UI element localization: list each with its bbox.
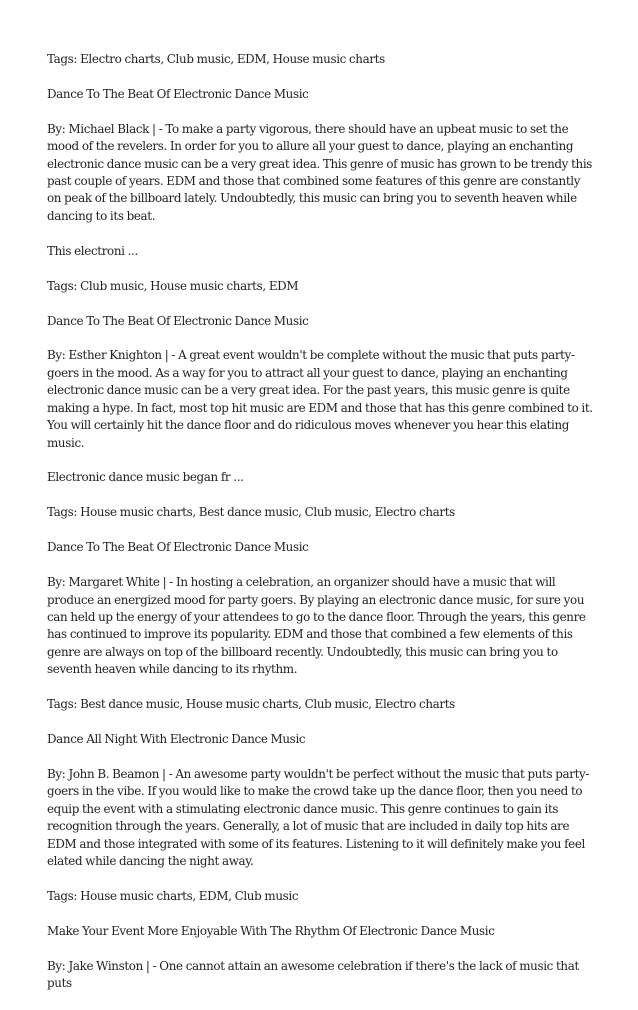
tags-line: Tags: Best dance music, House music charts, Club music, Electro charts <box>47 697 455 712</box>
article-body: By: Michael Black | - To make a party vigorous, there should have an upbeat music to set the mood of the revelers. In order for you to allure all your guest to dance, playing an enchanting electronic dance music can be a very great idea. This genre of music has grown to be trendy this past couple of years. EDM and those that combined some features of this genre are constantly on peak of the billboard lately. Undoubtedly, this music can bring you to seventh heaven while dancing to its beat. <box>47 121 593 223</box>
tags-line: Tags: House music charts, Best dance music, Club music, Electro charts <box>47 505 455 520</box>
article-body: By: Margaret White | - In hosting a celebration, an organizer should have a music that will produce an energized mood for party goers. By playing an electronic dance music, for sure you can held up the energy of your attendees to go to the dance floor. Through the years, this genre has continued to improve its popularity. EDM and those that combined a few elements of this genre are always on top of the billboard recently. Undoubtedly, this music can bring you to seventh heaven while dancing to its rhythm. <box>47 575 586 677</box>
document-page <box>47 51 595 1010</box>
tags-line: Tags: Club music, House music charts, EDM <box>47 278 299 293</box>
tags-line: Tags: House music charts, EDM, Club music <box>47 888 299 903</box>
article-body: By: Jake Winston | - One cannot attain an awesome celebration if there's the lack of music that puts <box>47 958 579 991</box>
article-title: Dance All Night With Electronic Dance Music <box>47 731 306 746</box>
article-title: Make Your Event More Enjoyable With The Rhythm Of Electronic Dance Music <box>47 923 495 938</box>
tags-line: Tags: Electro charts, Club music, EDM, House music charts <box>47 52 385 66</box>
article-body: By: Esther Knighton | - A great event wouldn't be complete without the music that puts party-goers in the mood. As a way for you to attract all your guest to dance, playing an enchanting electronic dance music can be a very great idea. For the past years, this music genre is quite making a hype. In fact, most top hit music are EDM and those that has this genre combined to it. You will certainly hit the dance floor and do ridiculous moves whenever you hear this elating music. <box>47 348 593 450</box>
article-excerpt: Electronic dance music began fr ... <box>47 470 244 485</box>
article-body: By: John B. Beamon | - An awesome party wouldn't be perfect without the music that puts party-goers in the vibe. If you would like to make the crowd take up the dance floor, then you need to equip the event with a stimulating electronic dance music. This genre continues to gain its recognition through the years. Generally, a lot of music that are included in daily top hits are EDM and those integrated with some of its features. Listening to it will definitely make you feel elated while dancing the night away. <box>47 766 590 868</box>
article-title: Dance To The Beat Of Electronic Dance Music <box>47 540 309 555</box>
article-excerpt: This electroni ... <box>47 243 138 258</box>
article-title: Dance To The Beat Of Electronic Dance Music <box>47 86 309 101</box>
article-title: Dance To The Beat Of Electronic Dance Music <box>47 313 309 328</box>
